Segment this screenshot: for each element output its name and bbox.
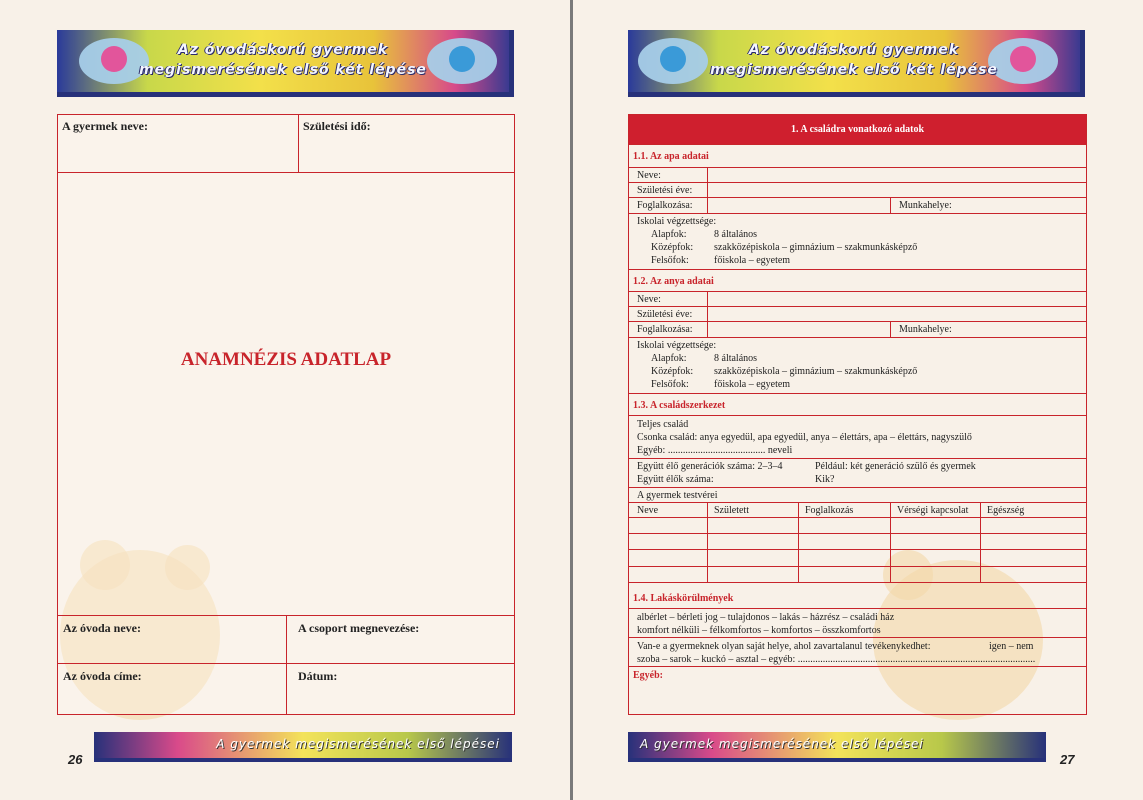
group-name-label: A csoport megnevezése: bbox=[298, 621, 420, 635]
mother-name-label: Neve: bbox=[637, 294, 661, 305]
education-level: Alapfok: bbox=[651, 229, 687, 240]
mother-section-title: 1.2. Az anya adatai bbox=[633, 276, 714, 287]
page-number: 26 bbox=[68, 752, 83, 767]
column-header: Foglalkozás bbox=[805, 505, 854, 516]
education-value: szakközépiskola – gimnázium – szakmunkásképző bbox=[714, 366, 918, 377]
education-value: 8 általános bbox=[714, 353, 758, 364]
who-text: Kik? bbox=[815, 474, 835, 485]
family-data-form bbox=[628, 114, 1087, 715]
father-occupation-label: Foglalkozása: bbox=[637, 200, 693, 211]
father-birth-year-label: Születési éve: bbox=[637, 185, 693, 196]
own-place-question: Van-e a gyermeknek olyan saját helye, ahol zavartalanul tevékenykedhet: bbox=[637, 641, 931, 652]
family-other-text: Egyéb: ....................................... neveli bbox=[637, 445, 793, 456]
place-options-text: szoba – sarok – kuckó – asztal – egyéb: ............................................................................................... bbox=[637, 654, 1036, 665]
father-workplace-label: Munkahelye: bbox=[899, 200, 952, 211]
footer-text: A gyermek megismerésének első lépései bbox=[640, 737, 924, 751]
header-title: Az óvodáskorú gyermek megismerésének első két lépése bbox=[139, 42, 427, 78]
education-level: Alapfok: bbox=[651, 353, 687, 364]
education-level: Középfok: bbox=[651, 366, 694, 377]
footer-banner bbox=[628, 732, 1046, 762]
anamnesis-form bbox=[57, 114, 515, 715]
education-value: szakközépiskola – gimnázium – szakmunkásképző bbox=[714, 242, 918, 253]
housing-section-title: 1.4. Lakáskörülmények bbox=[633, 593, 734, 604]
education-level: Középfok: bbox=[651, 242, 694, 253]
people-count-text: Együtt élők száma: bbox=[637, 474, 714, 485]
comfort-level-text: komfort nélküli – félkomfortos – komfortos – összkomfortos bbox=[637, 625, 881, 636]
column-header: Született bbox=[714, 505, 749, 516]
child-name-label: A gyermek neve: bbox=[62, 119, 148, 133]
mother-birth-year-label: Születési éve: bbox=[637, 309, 693, 320]
complete-family-text: Teljes család bbox=[637, 419, 689, 430]
kindergarten-name-label: Az óvoda neve: bbox=[63, 621, 141, 635]
siblings-label: A gyermek testvérei bbox=[637, 490, 718, 501]
mother-education-label: Iskolai végzettsége: bbox=[637, 340, 717, 351]
education-level: Felsőfok: bbox=[651, 379, 689, 390]
father-education-label: Iskolai végzettsége: bbox=[637, 216, 717, 227]
family-section-title: 1.3. A családszerkezet bbox=[633, 400, 726, 411]
birth-date-label: Születési idő: bbox=[303, 119, 371, 133]
column-header: Egészség bbox=[987, 505, 1025, 516]
kindergarten-address-label: Az óvoda címe: bbox=[63, 669, 142, 683]
father-name-label: Neve: bbox=[637, 170, 661, 181]
mother-occupation-label: Foglalkozása: bbox=[637, 324, 693, 335]
other-label: Egyéb: bbox=[633, 670, 663, 681]
generations-text: Együtt élő generációk száma: 2–3–4 bbox=[637, 461, 783, 472]
header-banner bbox=[57, 30, 514, 97]
father-section-title: 1.1. Az apa adatai bbox=[633, 151, 709, 162]
education-value: 8 általános bbox=[714, 229, 758, 240]
footer-text: A gyermek megismerésének első lépései bbox=[216, 737, 500, 751]
single-parent-text: Csonka család: anya egyedül, apa egyedül, anya – élettárs, apa – élettárs, nagyszülő bbox=[637, 432, 972, 443]
column-header: Neve bbox=[637, 505, 659, 516]
page-number: 27 bbox=[1060, 752, 1075, 767]
yes-no-options: igen – nem bbox=[989, 641, 1034, 652]
mother-workplace-label: Munkahelye: bbox=[899, 324, 952, 335]
footer-banner bbox=[94, 732, 512, 762]
example-text: Például: két generáció szülő és gyermek bbox=[815, 461, 976, 472]
column-header: Vérségi kapcsolat bbox=[897, 505, 969, 516]
education-value: főiskola – egyetem bbox=[714, 255, 791, 266]
form-title: ANAMNÉZIS ADATLAP bbox=[180, 349, 392, 370]
header-banner bbox=[628, 30, 1085, 97]
date-label: Dátum: bbox=[298, 669, 338, 683]
education-level: Felsőfok: bbox=[651, 255, 689, 266]
family-table-title: 1. A családra vonatkozó adatok bbox=[629, 115, 1086, 144]
header-title: Az óvodáskorú gyermek megismerésének első két lépése bbox=[710, 42, 998, 78]
housing-type-text: albérlet – bérleti jog – tulajdonos – lakás – házrész – családi ház bbox=[637, 612, 895, 623]
education-value: főiskola – egyetem bbox=[714, 379, 791, 390]
left-page bbox=[0, 0, 570, 800]
